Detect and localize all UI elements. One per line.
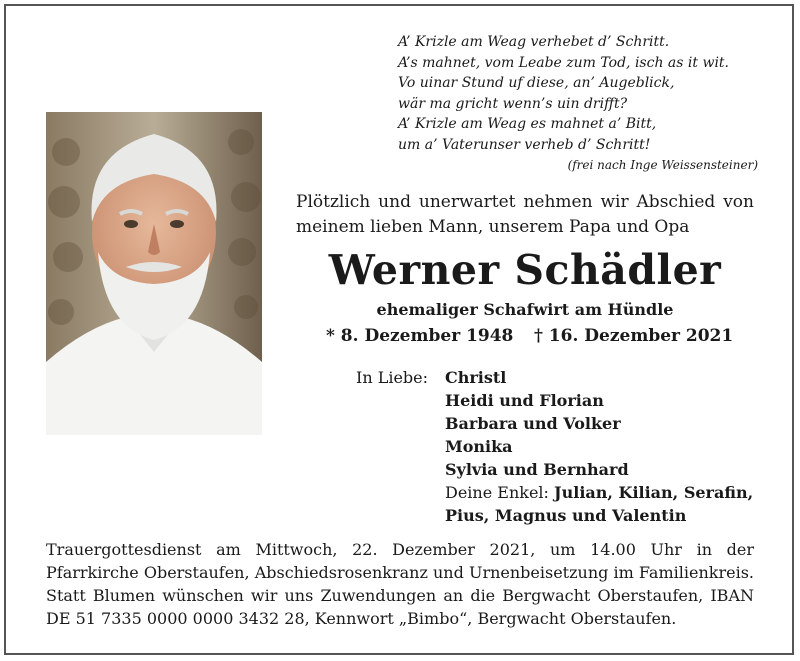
poem-line: A’s mahnet, vom Leabe zum Tod, isch as it wit. bbox=[398, 54, 729, 71]
grandchildren-names-cont: Pius, Magnus und Valentin bbox=[445, 506, 687, 525]
deceased-role: ehemaliger Schafwirt am Hündle bbox=[376, 300, 674, 319]
grandchildren-names: Julian, Kilian, Serafin, bbox=[554, 483, 754, 502]
birth-date: * 8. Dezember 1948 bbox=[326, 326, 514, 346]
poem-line: A’ Krizle am Weag es mahnet a’ Bitt, bbox=[398, 116, 657, 132]
poem-line: um a’ Vaterunser verheb d’ Schritt! bbox=[398, 136, 651, 153]
family-member: Christl bbox=[445, 368, 507, 387]
poem-line: Vo uinar Stund uf diese, an’ Augeblick, bbox=[398, 75, 675, 91]
service-info: Trauergottesdienst am Mittwoch, 22. Dezember 2021, um 14.00 Uhr in der Pfarrkirche Oberstaufen, Abschiedsrosenkranz und Urnenbeisetzung im Familienkreis. Statt Blumen wünschen wir uns Zuwendungen an die Bergwacht Oberstaufen, IBAN DE 51 7335 0000 0000 3432 28, Kennwort „Bimbo“, Bergwacht Oberstaufen. bbox=[46, 540, 754, 628]
family-member: Heidi und Florian bbox=[445, 391, 604, 410]
poem bbox=[398, 32, 758, 176]
poem-credit: (frei nach Inge Weissensteiner) bbox=[567, 158, 758, 172]
death-date: † 16. Dezember 2021 bbox=[534, 326, 734, 346]
grandchildren-line bbox=[445, 481, 765, 504]
family-members bbox=[445, 366, 765, 527]
intro-text: Plötzlich und unerwartet nehmen wir Abschied von meinem lieben Mann, unserem Papa und Opa bbox=[296, 192, 754, 237]
family-member: Barbara und Volker bbox=[445, 414, 621, 433]
poem-line: A’ Krizle am Weag verhebet d’ Schritt. bbox=[398, 34, 670, 50]
family-member: Monika bbox=[445, 437, 513, 456]
grandchildren-label: Deine Enkel: bbox=[445, 483, 549, 502]
family-label: In Liebe: bbox=[356, 368, 429, 387]
family-member: Sylvia und Bernhard bbox=[445, 460, 629, 479]
deceased-name: Werner Schädler bbox=[328, 246, 722, 294]
portrait-illustration bbox=[46, 112, 262, 435]
poem-line: wär ma gricht wenn’s uin drifft? bbox=[398, 95, 628, 112]
portrait-photo bbox=[46, 112, 262, 435]
